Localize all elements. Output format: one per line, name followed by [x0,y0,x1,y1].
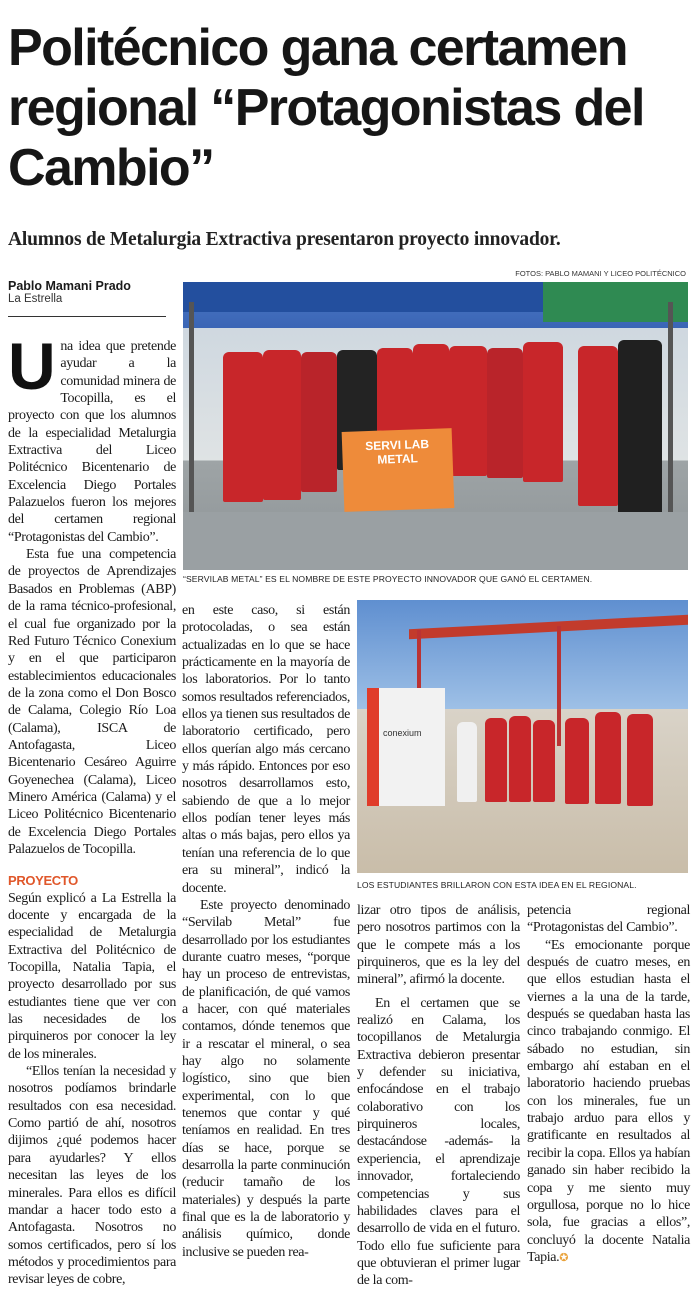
photo-credit: FOTOS: PABLO MAMANI Y LICEO POLITÉCNICO [515,269,686,278]
photo2-caption: LOS ESTUDIANTES BRILLARON CON ESTA IDEA EN EL REGIONAL. [357,880,637,890]
article-column-4 [527,902,690,1267]
section-heading: PROYECTO [8,873,78,889]
paragraph: En el certamen que se realizó en Calama, los tocopillanos de Metalurgia Extractiva debieron presentar y defender su iniciativa, enfocándose en el trabajo colaborativo con los pirquineros locales, destacándose -además- la experiencia, el aprendizaje innovador, fortaleciendo competencias y sus habilidades claves para el desarrollo de vida en el futuro. Todo ello fue suficiente para que obtuvieran el primer lugar de la com- [357,995,520,1289]
star-icon: ✪ [559,1251,569,1264]
paragraph: Este proyecto denominado “Servilab Metal” fue desarrollado por los estudiantes durante cuatro meses, “porque hay un proceso de entrevistas, de planificación, de qué vamos a hacer, con qué materiales contamos, dónde tenemos que ir a rescatar el mineral, o sea hay algo no solamente logístico, sino que bien experimental, con lo que tenemos que contar y qué teníamos en realidad. En tres días se hace, porque se desarrolla la parte conminución (reducir tamaño de los materiales) y después la parte final que es la de laboratorio y análisis químico, donde inclusive se pueden rea- [182,897,350,1260]
article-column-3 [357,902,520,1290]
byline [8,279,176,305]
byline-divider [8,316,166,317]
outlet-name: La Estrella [8,293,63,305]
conexium-banner-text: conexium [383,728,422,738]
drop-cap: U [8,329,56,403]
photo-students-servilab [183,282,688,570]
paragraph: “Es emocionante porque después de cuatro meses, en que ellos estudian hasta el viernes a la una de la tarde, después se quedaban hasta las cinco trabajando conmigo. El sábado no estudian, sin embargo ahí estaban en el laboratorio haciendo pruebas con los minerales, fue un trabajo arduo para ellos y gratificante en resultados al recibir la copa. Ellos ya habían ganado sin haber recibido la copa y me siento muy orgullosa, porque no lo hice sola, fue gracias a ellos”, concluyó la docente Natalia Tapia.✪ [527,937,690,1265]
paragraph: Esta fue una competencia de proyectos de Aprendizajes Basados en Problemas (ABP) de la rama técnico-profesional, el cual fue organizado por la Red Futuro Técnico Conexium y en el que participaron establecimientos educacionales de la zona como el Don Bosco de Calama, Colegio Río Loa (Calama), ISCA de Antofagasta, Liceo Bicentenario Cesáreo Aguirre Goyenechea (Calama), Liceo Minero América (Calama) y el Liceo Politécnico Bicentenario de Excelencia Diego Portales Palazuelos de Tocopilla. [8,547,176,857]
paragraph: “Ellos tenían la necesidad y nosotros podíamos brindarle resultados con esa necesidad. Como partió de ahí, nosotros dijimos ¿qué podemos hacer para ayudarles? Y ellos necesitan las leyes de los minerales. Para ellos es difícil mandar a hacer todo esto a Antofagasta. Nosotros no somos certificados, pero sí los métodos y procedimientos para revisar leyes de cobre, [8,1064,176,1288]
article-column-2 [182,602,350,1261]
paragraph: en este caso, si están protocoladas, o sea están actualizadas en lo que se hace prácticamente en la mayoría de los laboratorios. Por lo tanto somos resultados referenciados, ellos ya tienen sus resultados de laboratorio certificado, pero ellos querían algo más cercano y más rápido. Entonces por eso nosotros desarrollamos esto, sabiendo de que a lo mejor ellos podían tener leyes más altas o más bajas, pero ellos ya tenían una referencia de lo que era su mineral”, indicó la docente. [182,603,350,896]
lead-paragraph: Una idea que pretende ayudar a la comunidad minera de Tocopilla, es el proyecto con que los alumnos de la especialidad Metalurgia Extractiva del Liceo Politécnico Bicentenario de Excelencia Diego Portales Palazuelos fueron los mejores del certamen regional “Protagonistas del Cambio”. [8,329,176,545]
subheadline: Alumnos de Metalurgia Extractiva presentaron proyecto innovador. [8,229,561,250]
photo1-caption: “SERVILAB METAL” ES EL NOMBRE DE ESTE PROYECTO INNOVADOR QUE GANÓ EL CERTAMEN. [183,574,593,584]
paragraph: lizar otro tipos de análisis, pero nosotros partimos con la que le compete más a los pirquineros, que es la ley del mineral”, afirmó la docente. [357,903,520,988]
headline: Politécnico gana certamen regional “Protagonistas del Cambio” [8,19,644,197]
article-column-1 [8,329,176,1289]
paragraph: petencia regional “Protagonistas del Cambio”. [527,903,690,936]
servilab-banner-text: SERVI LAB METAL [364,436,430,467]
photo-students-regional [357,600,688,873]
paragraph: Según explicó a La Estrella la docente y encargada de la especialidad de Metalurgia Extractiva del Politécnico de Tocopilla, Natalia Tapia, el proyecto desarrollado por sus estudiantes tiene que ver con las necesidades de los pirquineros por conocer la ley de los minerales. [8,890,176,1062]
author-name: Pablo Mamani Prado [8,279,131,293]
